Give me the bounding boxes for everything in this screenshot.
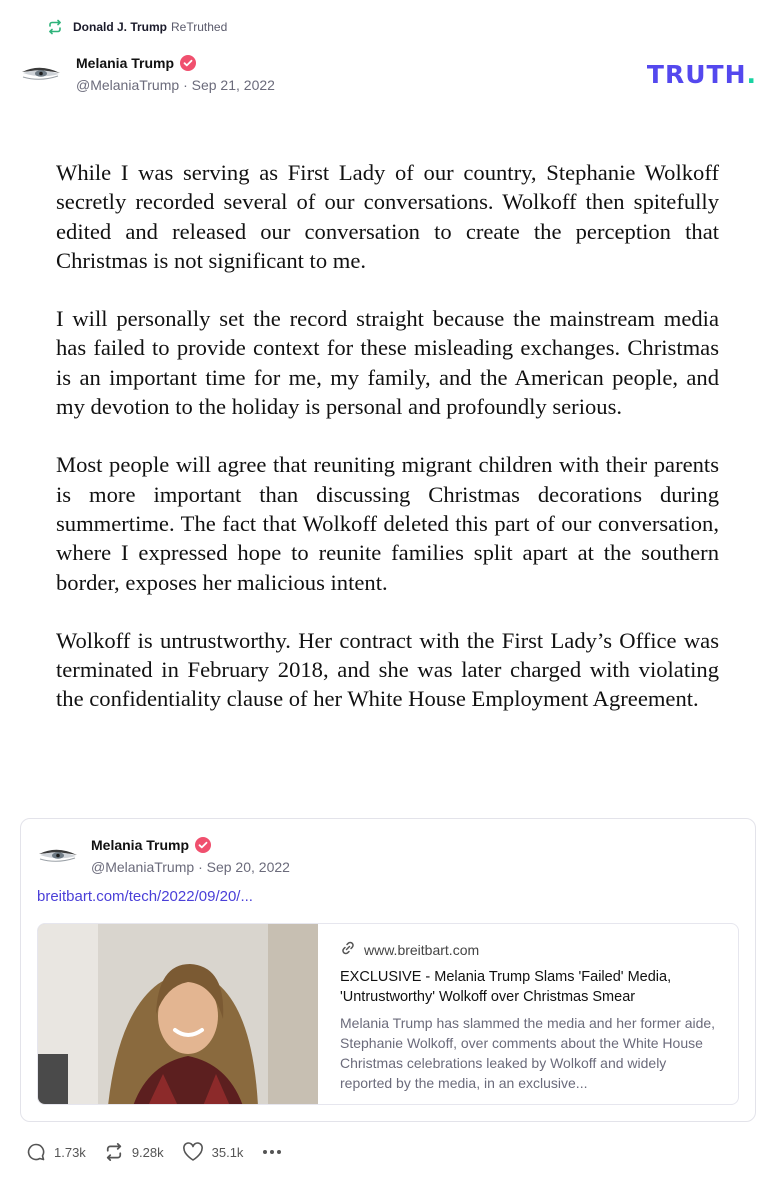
link-icon: [340, 940, 356, 959]
retruth-bar: [47, 19, 227, 35]
quoted-post-link[interactable]: breitbart.com/tech/2022/09/20/...: [37, 888, 253, 905]
link-preview-card[interactable]: [37, 923, 739, 1105]
separator-dot: ·: [198, 859, 203, 875]
verified-badge-icon: [195, 837, 211, 853]
handle-date: [76, 77, 275, 93]
author-handle[interactable]: @MelaniaTrump: [76, 77, 180, 93]
more-options-button[interactable]: [261, 1142, 283, 1162]
quoted-post-card[interactable]: [20, 818, 756, 1122]
reply-button[interactable]: [26, 1142, 86, 1162]
retruth-button[interactable]: [104, 1142, 164, 1162]
statement-paragraph-3: Most people will agree that reuniting migrant children with their parents is more important than discussing Christmas decorations during summertime. The fact that Wolkoff deleted this part of our conversation, where I expressed hope to reunite families split apart at the southern border, exposes her malicious intent.: [56, 452, 719, 595]
link-preview-text: [318, 924, 738, 1104]
statement-paragraph-4: Wolkoff is untrustworthy. Her contract with the First Lady’s Office was terminated in February 2018, and she was later charged with violating the confidentiality clause of her White House Employment Agreement.: [56, 627, 719, 712]
heart-icon: [182, 1142, 204, 1162]
quoted-post-date[interactable]: Sep 20, 2022: [206, 859, 290, 875]
link-preview-image: [38, 924, 318, 1104]
quoted-author-name[interactable]: Melania Trump: [91, 837, 190, 853]
retruth-icon: [104, 1142, 124, 1162]
retruth-icon: [47, 19, 63, 35]
quoted-post-header: [37, 837, 290, 879]
quoted-avatar[interactable]: [37, 837, 79, 879]
retruth-author-link[interactable]: Donald J. Trump: [73, 20, 168, 34]
logo-text: TRUTH: [646, 60, 747, 89]
retruth-label: ReTruthed: [171, 20, 228, 34]
reply-icon: [26, 1142, 46, 1162]
link-preview-title: EXCLUSIVE - Melania Trump Slams 'Failed' Media, 'Untrustworthy' Wolkoff over Christmas Smear: [340, 969, 672, 1005]
truth-logo: [647, 60, 757, 89]
logo-dot: .: [746, 60, 757, 89]
more-icon: [261, 1142, 283, 1162]
link-preview-description: Melania Trump has slammed the media and her former aide, Stephanie Wolkoff, over comments about the White House Christmas celebrations leaked by Wolkoff and widely reported by the media, in an exclusive...: [340, 1015, 716, 1091]
post-date[interactable]: Sep 21, 2022: [191, 77, 275, 93]
author-block: [76, 55, 275, 93]
separator-dot: ·: [183, 77, 188, 93]
statement-paragraph-2: I will personally set the record straight because the mainstream media has failed to provide context for these misleading exchanges. Christmas is an important time for me, my family, and the American people, and my devotion to the holiday is personal and profoundly serious.: [56, 306, 719, 420]
avatar[interactable]: [20, 55, 62, 97]
reply-count: 1.73k: [54, 1144, 86, 1160]
statement-image[interactable]: [56, 158, 719, 743]
author-name[interactable]: Melania Trump: [76, 55, 175, 71]
like-button[interactable]: [182, 1142, 244, 1162]
statement-paragraph-1: While I was serving as First Lady of our country, Stephanie Wolkoff secretly recorded several of our conversations. Wolkoff then spitefully edited and released our conversation to create the perception that Christmas is not significant to me.: [56, 160, 719, 273]
verified-badge-icon: [180, 55, 196, 71]
quoted-handle-date: [91, 859, 290, 875]
retruth-count: 9.28k: [131, 1144, 164, 1160]
like-count: 35.1k: [211, 1144, 244, 1160]
link-preview-domain: www.breitbart.com: [364, 941, 480, 958]
post-header: [20, 55, 275, 97]
quoted-author-handle[interactable]: @MelaniaTrump: [91, 859, 195, 875]
action-bar: [26, 1142, 283, 1162]
